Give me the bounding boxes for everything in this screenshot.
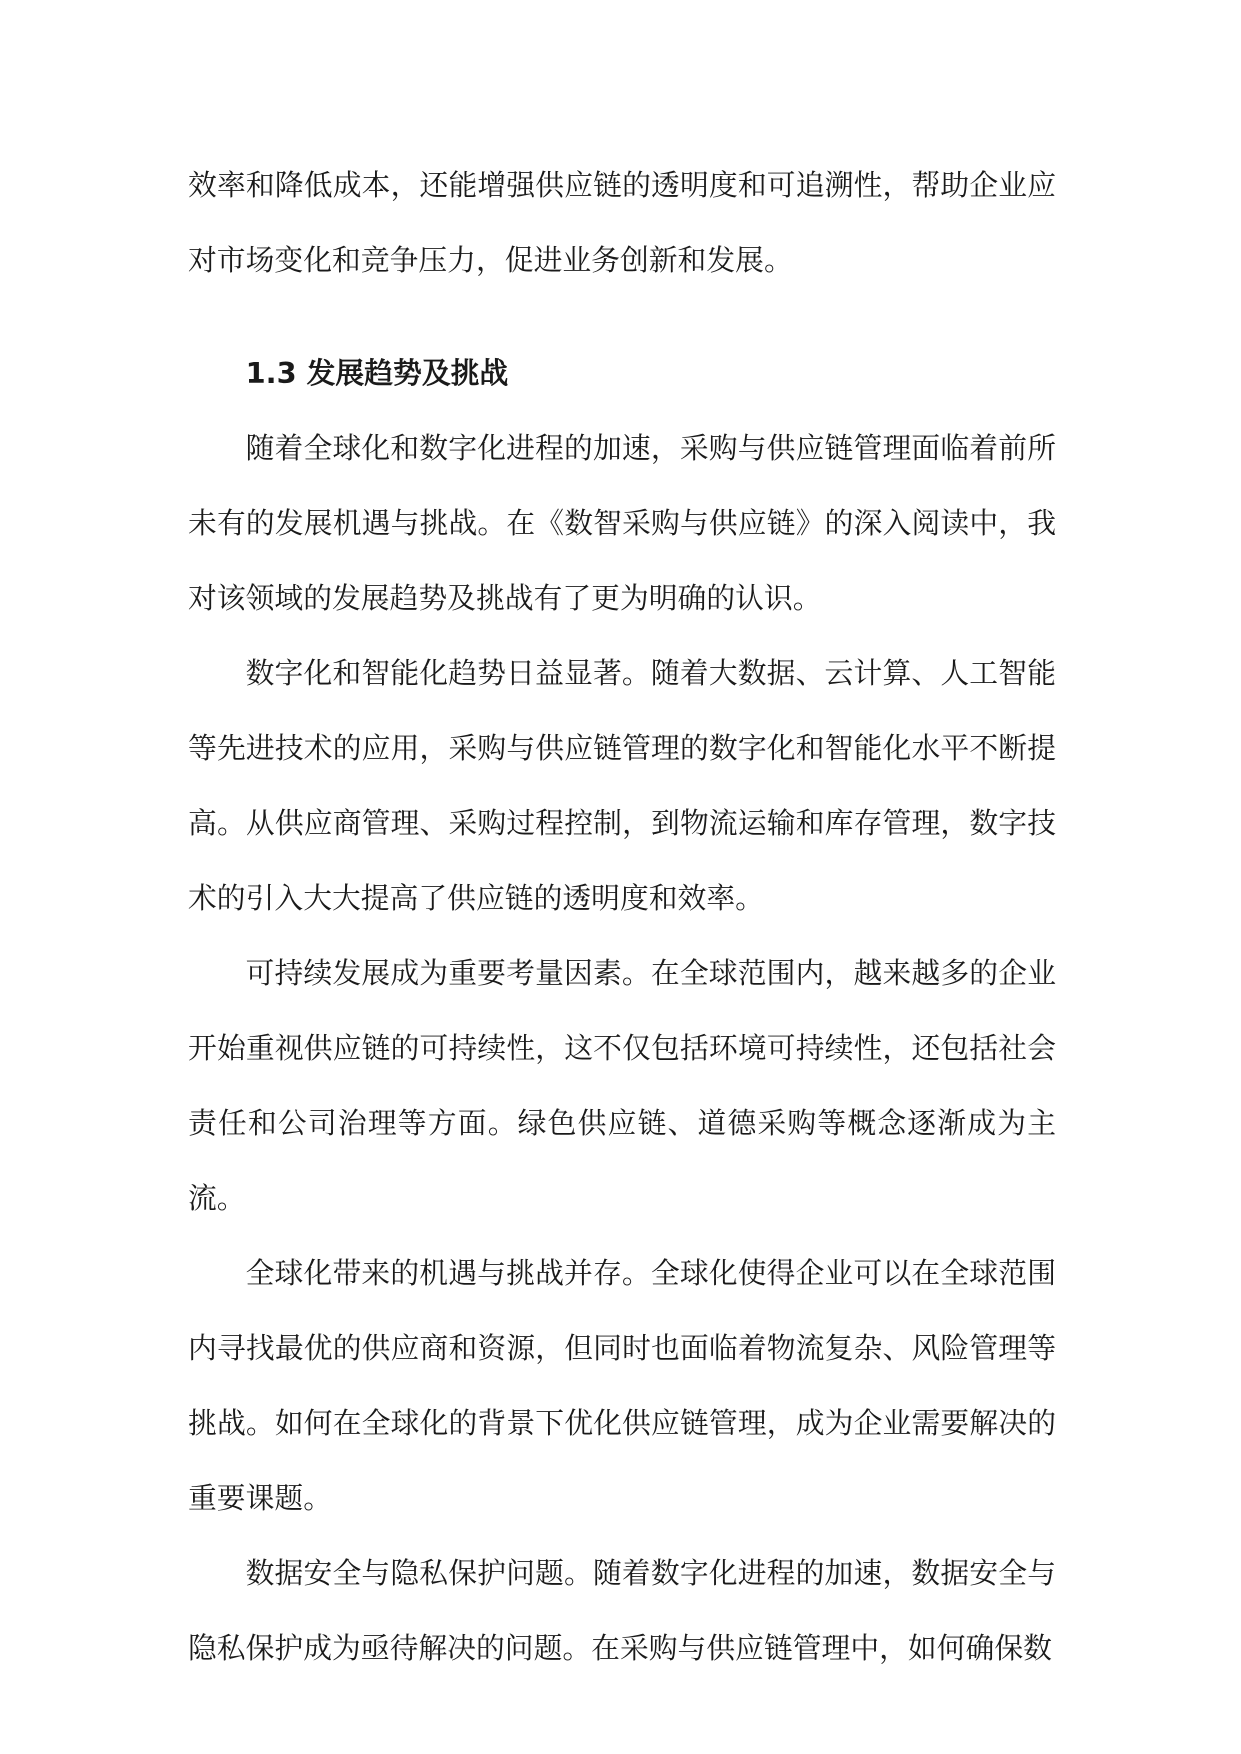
continuation-paragraph: 效率和降低成本，还能增强供应链的透明度和可追溯性，帮助企业应对市场变化和竞争压力，促进业务创新和发展。: [188, 168, 1056, 277]
document-page: [188, 148, 1056, 1686]
section-heading: 1.3 发展趋势及挑战: [245, 356, 509, 390]
paragraph-sustainability: 可持续发展成为重要考量因素。在全球范围内，越来越多的企业开始重视供应链的可持续性，这不仅包括环境可持续性，还包括社会责任和公司治理等方面。绿色供应链、道德采购等概念逐渐成为主流。: [188, 956, 1056, 1215]
paragraph-intro: 随着全球化和数字化进程的加速，采购与供应链管理面临着前所未有的发展机遇与挑战。在《数智采购与供应链》的深入阅读中，我对该领域的发展趋势及挑战有了更为明确的认识。: [188, 431, 1056, 615]
paragraph-digitalization: 数字化和智能化趋势日益显著。随着大数据、云计算、人工智能等先进技术的应用，采购与供应链管理的数字化和智能化水平不断提高。从供应商管理、采购过程控制，到物流运输和库存管理，数字技术的引入大大提高了供应链的透明度和效率。: [188, 656, 1056, 915]
paragraph-globalization: 全球化带来的机遇与挑战并存。全球化使得企业可以在全球范围内寻找最优的供应商和资源，但同时也面临着物流复杂、风险管理等挑战。如何在全球化的背景下优化供应链管理，成为企业需要解决的重要课题。: [188, 1256, 1056, 1515]
paragraph-data-security: 数据安全与隐私保护问题。随着数字化进程的加速，数据安全与隐私保护成为亟待解决的问题。在采购与供应链管理中，如何确保数: [188, 1556, 1056, 1665]
